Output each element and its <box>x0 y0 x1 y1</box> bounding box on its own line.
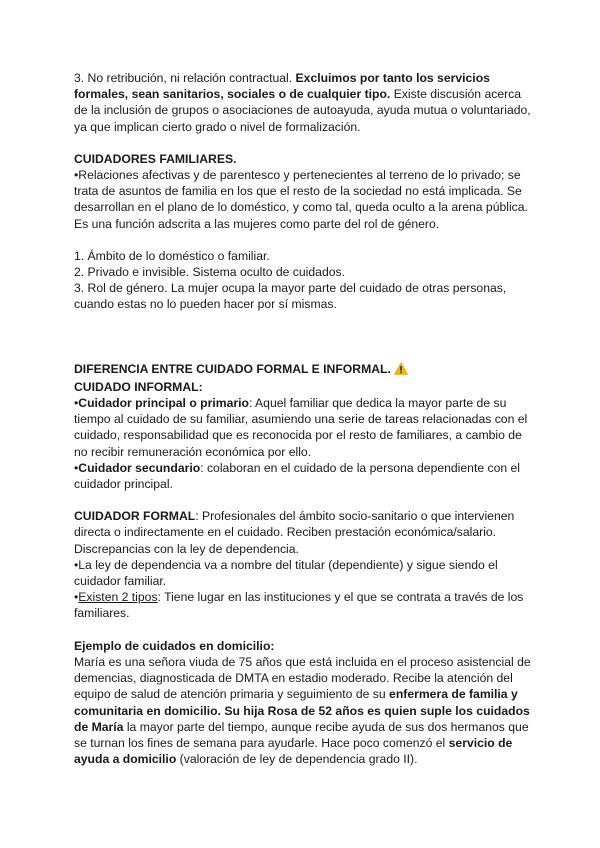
text-run: (valoración de ley de dependencia grado II). <box>176 752 418 767</box>
text-run: : Aquel familiar que dedica la mayor parte de su tiempo al cuidado de su familiar, asumiendo una serie de tareas relacionadas con el cuidado, responsabilidad que es reconocida por el resto de familiares, a cambio de no recibir remuneración económica por ello. <box>74 396 528 459</box>
heading-text: CUIDADORES FAMILIARES. <box>74 151 237 166</box>
underlined-text-run: Existen 2 tipos <box>78 590 158 605</box>
bold-text-run: Cuidador secundario <box>78 460 201 475</box>
heading-cuidado-informal <box>74 379 534 395</box>
bold-text-run: Cuidador principal o primario <box>78 396 249 411</box>
bold-text-run: CUIDADOR FORMAL <box>74 509 196 524</box>
heading-diferencia <box>74 361 534 379</box>
text-run: : Tiene lugar en las instituciones y el que se contrata a través de los familiares. <box>74 590 524 621</box>
list-item-2: 2. Privado e invisible. Sistema oculto de cuidados. <box>74 265 345 280</box>
paragraph-cuidadores-familiares: •Relaciones afectivas y de parentesco y pertenecientes al terreno de lo privado; se trata de asuntos de familia en los que el resto de la sociedad no está implicada. Se desarrollan en el plano de lo doméstico, y como tal, queda oculto a la arena pública. Es una función adscrita a las mujeres como parte del rol de género. <box>74 168 528 231</box>
paragraph-tipos <box>74 589 534 621</box>
paragraph-ejemplo <box>74 654 534 767</box>
heading-text: Ejemplo de cuidados en domicilio: <box>74 638 275 653</box>
list-item-3: 3. Rol de género. La mujer ocupa la mayor parte del cuidado de otras personas, cuando estas no lo pueden hacer por sí mismas. <box>74 281 507 312</box>
bold-text-run: Excluimos por tanto los servicios formales, sean sanitarios, sociales o de cualquier tipo. <box>74 71 490 102</box>
paragraph-cuidador-secundario <box>74 460 534 492</box>
text-run: 3. No retribución, ni relación contractual. <box>74 71 296 85</box>
paragraph-ley-dependencia: •La ley de dependencia va a nombre del titular (dependiente) y sigue siendo el cuidador familiar. <box>74 557 498 589</box>
warning-icon <box>394 362 408 379</box>
subheading-text: CUIDADO INFORMAL: <box>74 379 203 394</box>
list-item-1: 1. Ámbito de lo doméstico o familiar. <box>74 248 270 263</box>
text-run: : colaboran en el cuidado de la persona dependiente con el cuidador principal. <box>74 460 521 492</box>
bullet: • <box>74 460 79 475</box>
text-run: María es una señora viuda de 75 años que está incluida en el proceso asistencial de demencias, diagnosticada de DMTA en estadio moderado. Recibe la atención del equipo de salud de atención primaria y seguimiento de su <box>74 654 531 702</box>
document-page <box>74 70 534 767</box>
bold-text-run: enfermera de familia y comunitaria en domicilio. Su hija Rosa de 52 años es quien suple los cuidados de María <box>74 687 530 734</box>
heading-text: DIFERENCIA ENTRE CUIDADO FORMAL E INFORMAL. <box>74 361 391 376</box>
heading-cuidadores-familiares <box>74 151 534 167</box>
bold-text-run: servicio de ayuda a domicilio <box>74 735 513 767</box>
bullet: • <box>74 590 79 605</box>
text-run: : Profesionales del ámbito socio-sanitario o que intervienen directa o indirectamente en el cuidado. Reciben prestación económica/salario. Discrepancias con la ley de dependencia. <box>74 509 515 556</box>
paragraph-no-retribucion <box>74 70 534 135</box>
paragraph-cuidador-formal <box>74 508 534 557</box>
text-run: Existe discusión acerca de la inclusión de grupos o asociaciones de autoayuda, ayuda mutua o voluntariado, ya que implican cierto grado o nivel de formalización. <box>74 87 531 134</box>
bullet: • <box>74 396 79 411</box>
paragraph-cuidador-principal <box>74 395 534 460</box>
text-run: la mayor parte del tiempo, aunque recibe ayuda de sus dos hermanos que se turnan los fines de semana para ayudarle. Hace poco comenzó el <box>74 719 529 750</box>
heading-ejemplo <box>74 638 534 654</box>
